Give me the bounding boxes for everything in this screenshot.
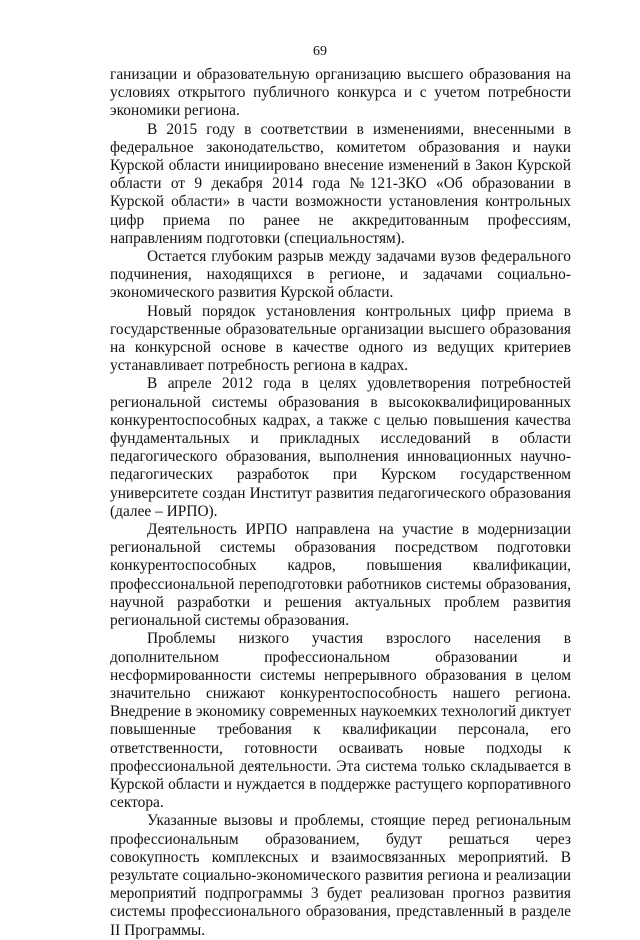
paragraph-irpo-founding: В апреле 2012 года в целях удовлетворения потребностей региональной системы образования в высококвалифицированных конкурентоспособных кадрах, а также с целью повышения качества фундаментальных и прикладных исследований в области педагогического образования, выполнения инновационных научно-педагогических разработок при Курском государственном университете создан Институт развития педагогического образования (далее – ИРПО). bbox=[110, 375, 571, 520]
paragraph-law-changes: В 2015 году в соответствии в изменениями, внесенными в федеральное законодательство, комитетом образования и науки Курской области инициировано внесение изменений в Закон Курской области от 9 декабря 2014 года №121-ЗКО «Об образовании в Курской области» в части возможности установления контрольных цифр приема по ранее не аккредитованным профессиям, направлениям подготовки (специальностям). bbox=[110, 120, 571, 247]
paragraph-gap: Остается глубоким разрыв между задачами вузов федерального подчинения, находящихся в регионе, и задачами социально-экономического развития Курской области. bbox=[110, 248, 571, 302]
paragraph-continuation: ганизации и образовательную организацию высшего образования на условиях открытого публичного конкурса и с учетом потребности экономики региона. bbox=[110, 66, 571, 120]
paragraph-adult-education: Проблемы низкого участия взрослого населения в дополнительном профессиональном образовании и несформированности системы непрерывного образования в целом значительно снижают конкурентоспособность нашего региона. Внедрение в экономику современных наукоемких технологий диктует повышенные требования к квалификации персонала, его ответственности, готовности осваивать новые подходы к профессиональной деятельности. Эта система только складывается в Курской области и нуждается в поддержке растущего корпоративного сектора. bbox=[110, 630, 571, 812]
paragraph-challenges: Указанные вызовы и проблемы, стоящие перед региональным профессиональным образованием, будут решаться через совокупность комплексных и взаимосвязанных мероприятий. В результате социально-экономического развития региона и реализации мероприятий подпрограммы 3 будет реализован прогноз развития системы профессионального образования, представленный в разделе II Программы. bbox=[110, 812, 571, 939]
document-body bbox=[110, 66, 571, 940]
page-number: 69 bbox=[313, 44, 327, 59]
paragraph-admission-order: Новый порядок установления контрольных цифр приема в государственные образовательные организации высшего образования на конкурсной основе в качестве одного из ведущих критериев устанавливает потребность региона в кадрах. bbox=[110, 302, 571, 375]
paragraph-irpo-activity: Деятельность ИРПО направлена на участие в модернизации региональной системы образования посредством подготовки конкурентоспособных кадров, повышения квалификации, профессиональной переподготовки работников системы образования, научной разработки и решения актуальных проблем развития региональной системы образования. bbox=[110, 521, 571, 630]
